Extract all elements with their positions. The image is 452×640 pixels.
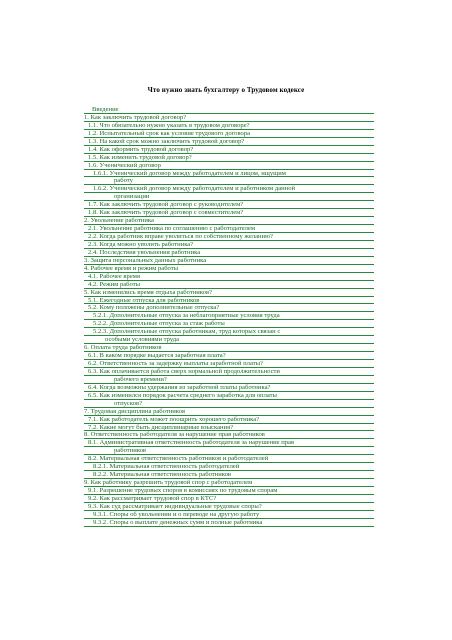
document-title: Что нужно знать бухгалтеру о Трудовом кодексе — [147, 86, 305, 94]
toc-entry[interactable] — [84, 479, 374, 487]
toc-entry[interactable] — [84, 162, 374, 170]
toc-entry[interactable] — [84, 122, 374, 130]
toc-entry[interactable] — [84, 352, 374, 360]
toc-entry[interactable] — [84, 241, 374, 249]
toc-entry[interactable] — [84, 225, 374, 233]
toc-entry[interactable] — [84, 233, 374, 241]
toc-entry[interactable] — [84, 392, 374, 400]
toc-entry[interactable] — [84, 455, 374, 463]
toc-link[interactable]: 9.3.2. Споры о выплате денежных сумм и полные работника — [93, 518, 263, 526]
toc-link[interactable]: 5.2.1. Дополнительные отпуска за неблагоприятные условия труда — [93, 312, 280, 320]
toc-link[interactable]: особыми условиями труда — [105, 336, 179, 344]
toc-entry[interactable] — [84, 265, 374, 273]
toc-entry[interactable] — [84, 360, 374, 368]
toc-link[interactable]: 6.3. Как оплачивается работа сверх нормальной продолжительности — [88, 367, 280, 375]
toc-link[interactable]: рабочего времени? — [114, 375, 167, 383]
toc-entry[interactable] — [84, 471, 374, 479]
toc-link[interactable]: 1.6. Ученический договор — [88, 161, 161, 169]
toc-link[interactable]: 1.8. Как заключить трудовой договор с совместителем? — [88, 209, 244, 217]
toc-entry[interactable] — [84, 217, 374, 225]
toc-link[interactable]: 4.1. Рабочее время — [88, 272, 140, 280]
toc-entry[interactable] — [84, 408, 374, 416]
toc-link[interactable]: 2. Увольнение работника — [84, 217, 154, 225]
toc-link[interactable]: 6.4. Когда возможны удержания из заработной платы работника? — [88, 383, 271, 391]
toc-entry[interactable] — [84, 344, 374, 352]
toc-link[interactable]: Введение — [92, 106, 119, 113]
toc-link[interactable]: 1.3. На какой срок можно заключить трудовой договор? — [88, 137, 245, 145]
toc-entry[interactable] — [84, 273, 374, 281]
toc-link[interactable]: 8.2.2. Материальная ответственность работников — [93, 471, 232, 479]
toc-entry[interactable] — [84, 368, 374, 376]
toc-entry[interactable] — [84, 384, 374, 392]
toc-link[interactable]: 9.1. Разрешение трудовых споров в комиссиях по трудовым спорам — [88, 487, 278, 494]
toc-entry[interactable] — [84, 297, 374, 305]
toc-link[interactable]: 1.2. Испытательный срок как условие трудового договора — [88, 129, 251, 137]
toc-entry[interactable] — [84, 336, 374, 344]
toc-link[interactable]: 6.5. Как изменился порядок расчета среднего заработка для оплаты — [88, 391, 277, 399]
toc-link[interactable]: 8. Ответственность работодателя за нарушение прав работников — [84, 431, 265, 439]
toc-link[interactable]: 5.2.3. Дополнительные отпуска работникам, труд которых связан с — [93, 328, 281, 336]
toc-entry[interactable] — [84, 185, 374, 193]
toc-entry[interactable] — [84, 130, 374, 138]
toc-link[interactable]: 6.2. Ответственность за задержку выплаты заработной платы? — [88, 360, 263, 367]
toc-link[interactable]: работников — [114, 447, 147, 455]
toc-entry[interactable] — [84, 177, 374, 185]
toc-entry[interactable] — [84, 511, 374, 519]
toc-link[interactable]: работу — [114, 177, 133, 185]
toc-link[interactable]: 1.6.1. Ученический договор между работодателем и лицом, ищущим — [93, 169, 286, 177]
toc-link[interactable]: 2.3. Когда можно уволить работника? — [88, 240, 194, 248]
toc-link[interactable]: 8.2.1. Материальная ответственность работодателей — [93, 463, 240, 471]
toc-entry[interactable] — [84, 257, 374, 265]
toc-link[interactable]: 1.5. Как изменить трудовой договор? — [88, 153, 192, 161]
toc-entry[interactable] — [84, 400, 374, 408]
toc-link[interactable]: 1. Как заключить трудовой договор? — [84, 113, 187, 121]
toc-link[interactable]: 9. Как работнику разрешить трудовой спор с работодателем — [84, 479, 253, 487]
toc-link[interactable]: 1.4. Как оформить трудовой договор? — [88, 145, 194, 153]
toc-link[interactable]: организации — [114, 193, 150, 201]
toc-entry[interactable] — [84, 304, 374, 312]
toc-entry[interactable] — [84, 193, 374, 201]
toc-link[interactable]: 8.2. Материальная ответственность работников и работодателей — [88, 455, 269, 463]
toc-link[interactable]: 7. Трудовая дисциплина работников — [84, 407, 186, 415]
toc-link[interactable]: 2.1. Увольнение работника по соглашению с работодателем — [88, 225, 256, 233]
toc-link[interactable]: 2.2. Когда работник вправе уволиться по собственному желанию? — [88, 233, 273, 240]
toc-entry[interactable] — [84, 154, 374, 162]
toc-link[interactable]: 4. Рабочее время и режим работы — [84, 264, 179, 272]
toc-link[interactable]: 8.1. Административная ответственность работодателя за нарушение прав — [88, 439, 295, 447]
toc-link[interactable]: 5. Как изменились время отдыха работников? — [84, 288, 212, 296]
toc-link[interactable]: 3. Защита персональных данных работника — [84, 256, 207, 264]
toc-entry[interactable] — [84, 209, 374, 217]
toc-entry[interactable] — [84, 447, 374, 455]
toc-link[interactable]: 1.7. Как заключить трудовой договор с руководителем? — [88, 201, 244, 209]
toc-entry[interactable] — [84, 312, 374, 320]
toc-entry[interactable] — [84, 138, 374, 146]
toc-link[interactable]: 7.1. Как работодатель может поощрить хорошего работника? — [88, 415, 260, 423]
toc-entry[interactable] — [84, 503, 374, 511]
toc-entry[interactable] — [84, 106, 374, 114]
toc-entry[interactable] — [84, 463, 374, 471]
table-of-contents — [84, 106, 374, 527]
toc-link[interactable]: 9.2. Как рассматривает трудовой спор в КТС? — [88, 494, 217, 502]
toc-link[interactable]: 9.3.1. Споры об увольнении и о переводе на другую работу — [93, 510, 260, 518]
toc-entry[interactable] — [84, 146, 374, 154]
toc-link[interactable]: 4.2. Режим работы — [88, 280, 141, 288]
toc-link[interactable]: 5.1. Ежегодные отпуска для работников — [88, 296, 200, 304]
toc-entry[interactable] — [84, 439, 374, 447]
toc-link[interactable]: 5.2. Кому положены дополнительные отпуска? — [88, 304, 220, 312]
toc-entry[interactable] — [84, 249, 374, 257]
toc-link[interactable]: 2.4. Последствия увольнения работника — [88, 248, 201, 256]
toc-link[interactable]: 6. Оплата труда работников — [84, 344, 162, 352]
toc-entry[interactable] — [84, 424, 374, 432]
toc-entry[interactable] — [84, 328, 374, 336]
toc-entry[interactable] — [84, 495, 374, 503]
toc-entry[interactable] — [84, 487, 374, 495]
toc-entry[interactable] — [84, 416, 374, 424]
toc-link[interactable]: 1.6.2. Ученический договор между работодателем и работником данной — [93, 185, 296, 193]
toc-link[interactable]: 6.1. В каком порядке выдается заработная плата? — [88, 352, 226, 360]
toc-entry[interactable] — [84, 281, 374, 289]
toc-link[interactable]: отпусков? — [114, 399, 143, 407]
toc-link[interactable]: 1.1. Что обязательно нужно указать в трудовом договоре? — [88, 121, 250, 129]
toc-entry[interactable] — [84, 201, 374, 209]
toc-entry[interactable] — [84, 114, 374, 122]
toc-link[interactable]: 7.2. Какие могут быть дисциплинарные взыскания? — [88, 423, 234, 431]
toc-entry[interactable] — [84, 376, 374, 384]
toc-entry[interactable] — [84, 170, 374, 178]
toc-entry[interactable] — [84, 431, 374, 439]
toc-entry[interactable] — [84, 289, 374, 297]
toc-entry[interactable] — [84, 320, 374, 328]
toc-link[interactable]: 5.2.2. Дополнительные отпуска за стаж работы — [93, 320, 225, 328]
toc-link[interactable]: 9.3. Как суд рассматривает индивидуальные трудовые споры? — [88, 502, 262, 510]
toc-entry[interactable] — [84, 519, 374, 527]
